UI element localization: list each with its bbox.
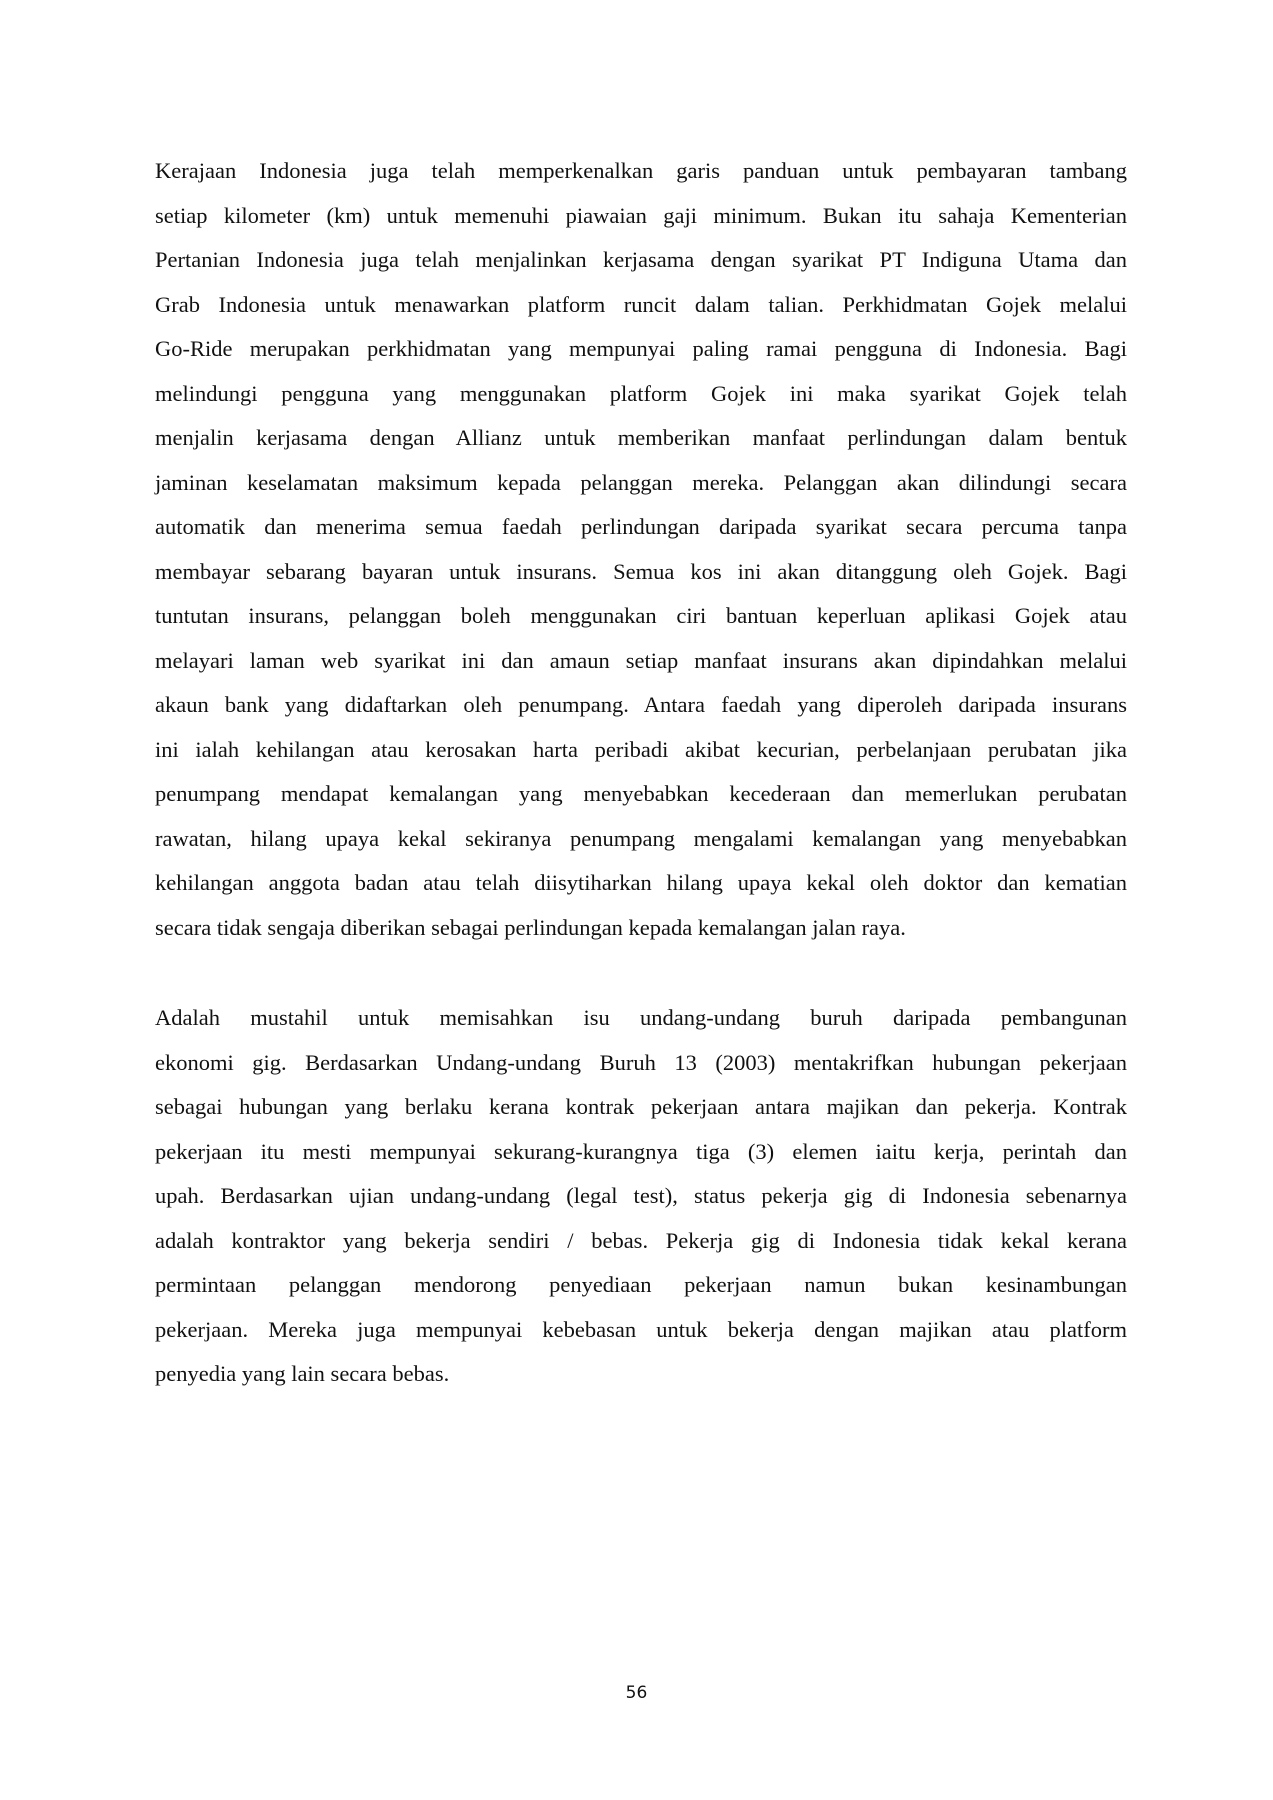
text-line: automatik dan menerima semua faedah perlindungan daripada syarikat secara percuma tanpa — [155, 514, 1127, 539]
text-line: akaun bank yang didaftarkan oleh penumpang. Antara faedah yang diperoleh daripada insurans — [155, 692, 1127, 717]
text-line: rawatan, hilang upaya kekal sekiranya penumpang mengalami kemalangan yang menyebabkan — [155, 825, 1127, 851]
text-line: jaminan keselamatan maksimum kepada pelanggan mereka. Pelanggan akan dilindungi secara — [155, 469, 1127, 495]
text-line: pekerjaan. Mereka juga mempunyai kebebasan untuk bekerja dengan majikan atau platform — [155, 1316, 1127, 1342]
text-line: Pertanian Indonesia juga telah menjalinkan kerjasama dengan syarikat PT Indiguna Utama dan — [155, 247, 1127, 272]
text-line: Adalah mustahil untuk memisahkan isu undang-undang buruh daripada pembangunan — [155, 1005, 1127, 1030]
text-line: secara tidak sengaja diberikan sebagai perlindungan kepada kemalangan jalan raya. — [155, 914, 906, 940]
text-line: melayari laman web syarikat ini dan amaun setiap manfaat insurans akan dipindahkan melalui — [155, 647, 1127, 673]
text-line: ekonomi gig. Berdasarkan Undang-undang Buruh 13 (2003) mentakrifkan hubungan pekerjaan — [155, 1049, 1127, 1075]
text-line: setiap kilometer (km) untuk memenuhi piawaian gaji minimum. Bukan itu sahaja Kementerian — [155, 202, 1127, 228]
paragraph-labour-law — [155, 996, 1127, 1397]
text-line: Grab Indonesia untuk menawarkan platform runcit dalam talian. Perkhidmatan Gojek melalui — [155, 291, 1127, 317]
page-number: 56 — [625, 1683, 648, 1703]
text-line: penyedia yang lain secara bebas. — [155, 1361, 450, 1386]
text-line: Go-Ride merupakan perkhidmatan yang mempunyai paling ramai pengguna di Indonesia. Bagi — [155, 336, 1127, 361]
text-line: pekerjaan itu mesti mempunyai sekurang-kurangnya tiga (3) elemen iaitu kerja, perintah dan — [155, 1138, 1127, 1164]
text-line: membayar sebarang bayaran untuk insurans. Semua kos ini akan ditanggung oleh Gojek. Bagi — [155, 558, 1127, 584]
paragraph-allianz-insurance — [155, 149, 1127, 950]
text-line: ini ialah kehilangan atau kerosakan harta peribadi akibat kecurian, perbelanjaan perubatan jika — [155, 736, 1127, 762]
text-line: penumpang mendapat kemalangan yang menyebabkan kecederaan dan memerlukan perubatan — [155, 781, 1127, 806]
text-line: sebagai hubungan yang berlaku kerana kontrak pekerjaan antara majikan dan pekerja. Kontrak — [155, 1094, 1127, 1119]
text-line: melindungi pengguna yang menggunakan platform Gojek ini maka syarikat Gojek telah — [155, 380, 1127, 406]
text-line: menjalin kerjasama dengan Allianz untuk memberikan manfaat perlindungan dalam bentuk — [155, 425, 1127, 450]
text-line: upah. Berdasarkan ujian undang-undang (legal test), status pekerja gig di Indonesia sebenarnya — [155, 1183, 1127, 1208]
text-line: adalah kontraktor yang bekerja sendiri / bebas. Pekerja gig di Indonesia tidak kekal kerana — [155, 1227, 1127, 1253]
text-line: Kerajaan Indonesia juga telah memperkenalkan garis panduan untuk pembayaran tambang — [155, 158, 1127, 183]
text-line: permintaan pelanggan mendorong penyediaan pekerjaan namun bukan kesinambungan — [155, 1272, 1127, 1297]
text-line: tuntutan insurans, pelanggan boleh menggunakan ciri bantuan keperluan aplikasi Gojek atau — [155, 603, 1127, 628]
text-line: kehilangan anggota badan atau telah diisytiharkan hilang upaya kekal oleh doktor dan kematian — [155, 870, 1127, 895]
